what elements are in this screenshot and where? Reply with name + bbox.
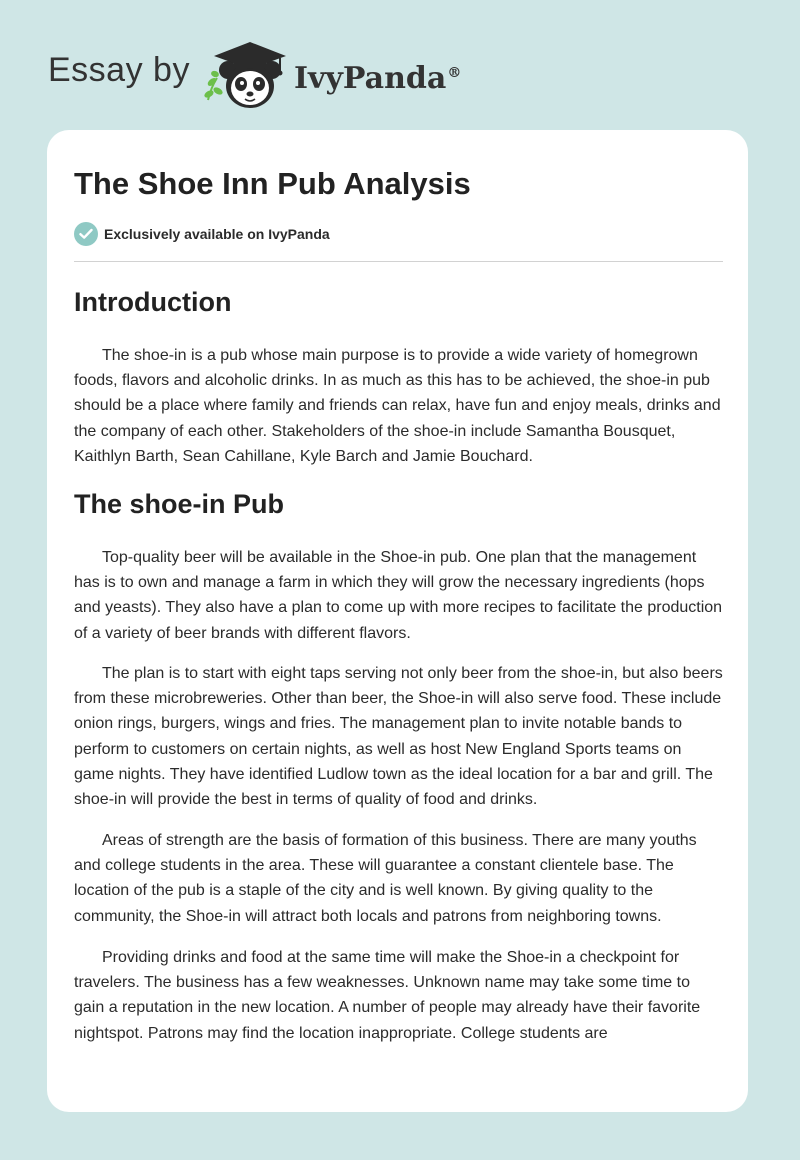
paragraph: Top-quality beer will be available in the Shoe-in pub. One plan that the management has is to own and manage a farm in which they will grow the necessary ingredients (hops and yeasts). They also have a plan to come up with more recipes to facilitate the production of a variety of beer brands with different flavors. [74,549,723,642]
site-header [0,0,800,130]
registered-mark: ® [447,65,462,81]
section-heading-shoe-in-pub: The shoe-in Pub [74,489,285,519]
essay-card [47,130,748,1112]
paragraph: Areas of strength are the basis of formation of this business. There are many youths and college students in the area. These will guarantee a constant clientele base. The location of the pub is a staple of the city and is well known. By giving quality to the community, the Shoe-in will attract both locals and patrons from neighboring towns. [74,832,697,925]
paragraph: The plan is to start with eight taps serving not only beer from the shoe-in, but also beers from these microbreweries. Other than beer, the Shoe-in will also serve food. These include onion rings, burgers, wings and fries. The management plan to invite notable bands to perform to customers on certain nights, as well as host New England Sports teams on game nights. They have identified Ludlow town as the ideal location for a bar and grill. The shoe-in will provide the best in terms of quality of food and drinks. [74,665,723,809]
title-divider [74,261,723,262]
page-title: The Shoe Inn Pub Analysis [74,166,471,201]
paragraph: Providing drinks and food at the same time will make the Shoe-in a checkpoint for travelers. The business has a few weaknesses. Unknown name may take some time to gain a reputation in the new location. A number of people may already have their favorite nightspot. Patrons may find the location inappropriate. College students are [74,949,701,1042]
brand-name-text: IvyPanda [294,61,447,96]
exclusive-badge [74,222,330,246]
essay-by-label: Essay by [48,51,190,89]
brand-name[interactable] [294,54,461,98]
check-circle-icon [74,222,98,246]
panda-graduate-logo-icon[interactable] [200,36,292,112]
section-heading-introduction: Introduction [74,287,232,317]
exclusive-label: Exclusively available on IvyPanda [104,226,330,242]
paragraph: The shoe-in is a pub whose main purpose is to provide a wide variety of homegrown foods, flavors and alcoholic drinks. In as much as this has to be achieved, the shoe-in pub should be a place where family and friends can relax, have fun and enjoy meals, drinks and the company of each other. Stakeholders of the shoe-in include Samantha Bousquet, Kaithlyn Barth, Sean Cahillane, Kyle Barch and Jamie Bouchard. [74,347,721,465]
